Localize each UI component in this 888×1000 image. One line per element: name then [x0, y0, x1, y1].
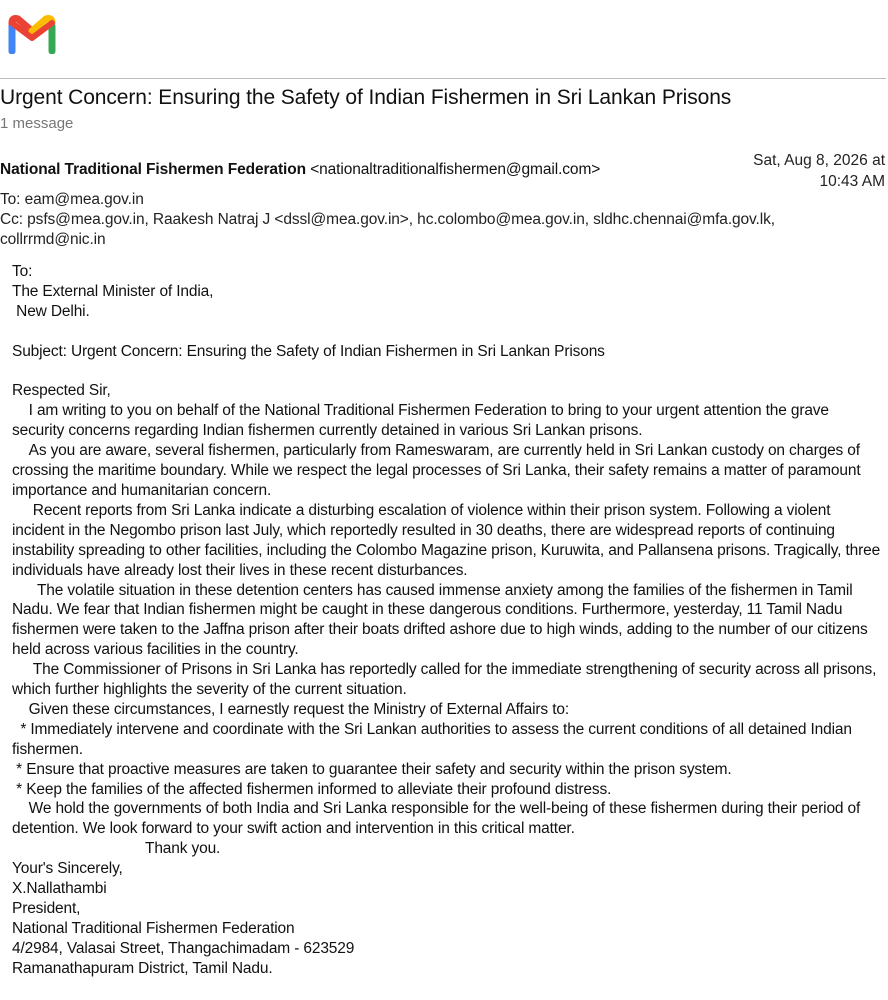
body-paragraph: * Keep the families of the affected fishermen informed to alleviate their profound distress. [12, 780, 612, 798]
to-line: To: eam@mea.gov.in [0, 191, 144, 208]
body-paragraph: * Immediately intervene and coordinate with the Sri Lankan authorities to assess the current conditions of all detained Indian fishermen. [12, 720, 857, 758]
body-paragraph: * Ensure that proactive measures are taken to guarantee their safety and security within the prison system. [12, 760, 732, 778]
body-paragraph: Subject: Urgent Concern: Ensuring the Safety of Indian Fishermen in Sri Lankan Prisons [12, 342, 605, 360]
email-body [12, 262, 885, 979]
email-subject: Urgent Concern: Ensuring the Safety of Indian Fishermen in Sri Lankan Prisons [0, 86, 732, 109]
body-paragraph [12, 362, 882, 382]
body-paragraph: We hold the governments of both India and Sri Lanka responsible for the well-being of these fishermen during their period of detention. We look forward to your swift action and intervention in this critical matter. [12, 800, 865, 838]
body-paragraph: I am writing to you on behalf of the National Traditional Fishermen Federation to bring to your urgent attention the grave security concerns regarding Indian fishermen currently detained in various Sri Lankan prisons. [12, 402, 834, 440]
cc-line: Cc: psfs@mea.gov.in, Raakesh Natraj J <dssl@mea.gov.in>, hc.colombo@mea.gov.in, sldhc.chennai@mfa.gov.lk, collrrmd@nic.in [0, 211, 775, 248]
email-date [753, 150, 885, 192]
header-divider [0, 78, 886, 79]
body-paragraph: 4/2984, Valasai Street, Thangachimadam - 623529 [12, 939, 355, 957]
sender-email[interactable]: <nationaltraditionalfishermen@gmail.com> [310, 161, 601, 178]
body-paragraph: The volatile situation in these detention centers has caused immense anxiety among the families of the fishermen in Tamil Nadu. We fear that Indian fishermen might be caught in these dangerous conditions. Furthermore, yesterday, 11 Tamil Nadu fishermen were taken to the Jaffna prison after their boats drifted ashore due to high winds, adding to the number of our citizens held across various facilities in the country. [12, 581, 872, 659]
sender-name[interactable]: National Traditional Fishermen Federation [0, 161, 306, 178]
body-paragraph: To: [12, 263, 33, 280]
body-paragraph: The Commissioner of Prisons in Sri Lanka has reportedly called for the immediate strengthening of security across all prisons, which further highlights the severity of the current situation. [12, 661, 881, 699]
body-paragraph: Given these circumstances, I earnestly request the Ministry of External Affairs to: [12, 700, 569, 718]
recipients [0, 190, 884, 250]
body-paragraph: Recent reports from Sri Lanka indicate a disturbing escalation of violence within their prison system. Following a violent incident in the Negombo prison last July, which reportedly resulted in 30 deaths, there are widespread reports of continuing instability spreading to other facilities, including the Colombo Magazine prison, Kuruwita, and Pallansena prisons. Tragically, three individuals have already lost their lives in these recent disturbances. [12, 501, 885, 579]
body-paragraph: Your's Sincerely, [12, 860, 123, 878]
message-count: 1 message [0, 115, 74, 132]
body-paragraph: National Traditional Fishermen Federation [12, 919, 295, 937]
date-line: Sat, Aug 8, 2026 at [753, 152, 885, 169]
body-paragraph: President, [12, 900, 81, 917]
sender-line [0, 161, 600, 179]
body-paragraph: The External Minister of India, [12, 282, 214, 300]
body-paragraph: Respected Sir, [12, 382, 111, 400]
body-paragraph: X.Nallathambi [12, 880, 107, 898]
gmail-m-icon [8, 14, 56, 54]
body-paragraph: Thank you. [12, 840, 221, 858]
body-paragraph: As you are aware, several fishermen, particularly from Rameswaram, are currently held in Sri Lankan custody on charges of crossing the maritime boundary. While we respect the legal processes of Sri Lanka, their safety remains a matter of paramount importance and humanitarian concern. [12, 442, 865, 499]
body-paragraph [12, 322, 882, 342]
body-paragraph: New Delhi. [12, 302, 90, 320]
body-paragraph: Ramanathapuram District, Tamil Nadu. [12, 959, 273, 977]
time-line: 10:43 AM [819, 173, 885, 190]
